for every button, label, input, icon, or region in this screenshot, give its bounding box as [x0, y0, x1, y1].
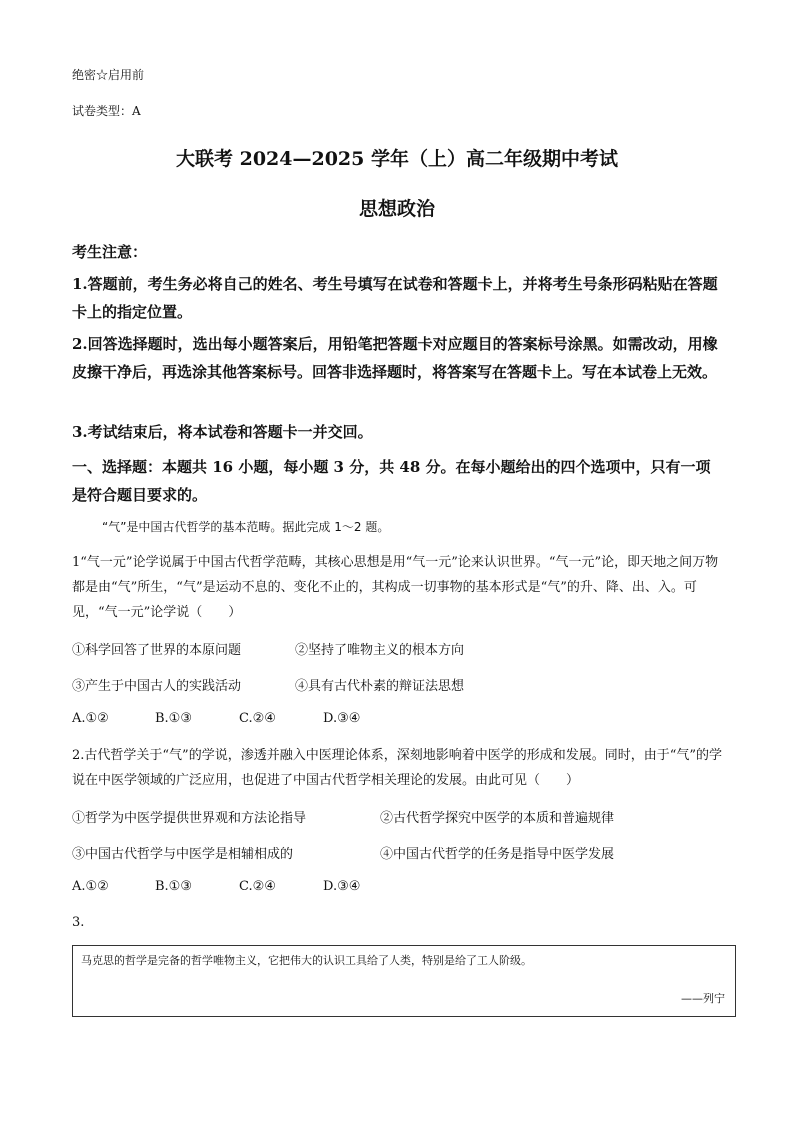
q1-statement-4: ④具有古代朴素的辩证法思想 — [295, 679, 465, 694]
subject-title: 思想政治 — [358, 198, 435, 220]
question-3-number: 3. — [72, 915, 85, 930]
q1-option-c: C.②④ — [239, 711, 276, 726]
group-lead: “气”是中国古代哲学的基本范畴。据此完成 1～2 题。 — [102, 520, 390, 534]
notice-item-1: 1.答题前，考生务必将自己的姓名、考生号填写在试卷和答题卡上，并将考生号条形码粘贴在答题卡上的指定位置。 — [72, 275, 718, 321]
section-heading: 一、选择题：本题共 16 小题，每小题 3 分，共 48 分。在每小题给出的四个选项中，只有一项是符合题目要求的。 — [72, 458, 711, 504]
q2-option-b: B.①③ — [155, 879, 192, 894]
q1-option-d: D.③④ — [323, 711, 361, 726]
q2-statement-1: ①哲学为中医学提供世界观和方法论指导 — [72, 811, 307, 826]
question-1-stem: 1“气一元”论学说属于中国古代哲学范畴，其核心思想是用“气一元”论来认识世界。“气一元”论，即天地之间万物都是由“气”所生，“气”是运动不息的、变化不止的，其构成一切事物的基本形式是“气”的升、降、出、入。可见，“气一元”论学说（ ） — [72, 555, 719, 620]
notice-item-3: 3.考试结束后，将本试卷和答题卡一并交回。 — [72, 423, 373, 441]
quote-source: ——列宁 — [681, 992, 725, 1005]
q1-statement-3: ③产生于中国古人的实践活动 — [72, 679, 242, 694]
q1-option-b: B.①③ — [155, 711, 192, 726]
q2-option-a: A.①② — [72, 879, 109, 894]
q1-statement-2: ②坚持了唯物主义的根本方向 — [295, 643, 465, 658]
q2-option-d: D.③④ — [323, 879, 361, 894]
notice-item-2: 2.回答选择题时，选出每小题答案后，用铅笔把答题卡对应题目的答案标号涂黑。如需改动，用橡皮擦干净后，再选涂其他答案标号。回答非选择题时，将答案写在答题卡上。写在本试卷上无效。 — [72, 335, 718, 381]
lenin-quote: 马克思的哲学是完备的哲学唯物主义，它把伟大的认识工具给了人类，特别是给了工人阶级。 — [81, 954, 532, 967]
notice-heading: 考生注意： — [72, 243, 148, 261]
q2-statement-3: ③中国古代哲学与中医学是相辅相成的 — [72, 847, 294, 862]
q2-statement-2: ②古代哲学探究中医学的本质和普遍规律 — [380, 811, 615, 826]
q1-statement-1: ①科学回答了世界的本原问题 — [72, 643, 242, 658]
q2-option-c: C.②④ — [239, 879, 276, 894]
exam-title: 大联考 2024—2025 学年（上）高二年级期中考试 — [176, 148, 618, 170]
secret-label: 绝密☆启用前 — [72, 68, 145, 82]
question-2-stem: 2.古代哲学关于“气”的学说，渗透并融入中医理论体系，深刻地影响着中医学的形成和发展。同时，由于“气”的学说在中医学领域的广泛应用，也促进了中国古代哲学相关理论的发展。由此可见（ ） — [72, 748, 722, 788]
quote-box — [72, 945, 736, 1017]
paper-type-label: 试卷类型：A — [72, 104, 141, 118]
q1-option-a: A.①② — [72, 711, 109, 726]
q2-statement-4: ④中国古代哲学的任务是指导中医学发展 — [380, 847, 615, 862]
